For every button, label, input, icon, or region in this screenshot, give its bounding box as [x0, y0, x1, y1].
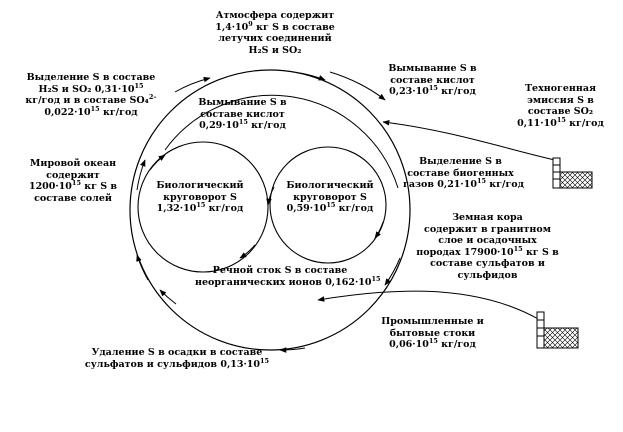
ocean-label: Мировой океан содержит $1200\cdot 10^{15}$ кг S в составе солей [28, 158, 118, 204]
river-runoff-label: Речной сток S в составе неорганических ионов $0,162\cdot 10^{15}$ [195, 265, 381, 288]
earth-crust-label: Земная кора содержит в гранитном слое и осадочных породах $17900\cdot 10^{15}$ кг S в составе сульфатов и сульфидов [416, 212, 559, 281]
emission-left-label: Выделение S в составе H₂S и SO₂ $0,31\cdot 10^{15}$ кг/год и в составе SO₄$^{2-}$ $0,022\cdot 10^{15}$ кг/год [25, 72, 157, 118]
atmosphere-label: Атмосфера содержит $1,4\cdot 10^9$ кг S в составе летучих соединений H₂S и SO₂ [215, 10, 335, 56]
rain-arrow [330, 72, 385, 100]
rain-top-right-label: Вымывание S в составе кислот $0,23\cdot 10^{15}$ кг/год [388, 63, 477, 97]
bio-right-label: Биологический круговорот S $0,59\cdot 10^{15}$ кг/год [286, 180, 374, 214]
factory-icon [553, 158, 592, 188]
bio-left-label: Биологический круговорот S $1,32\cdot 10^{15}$ кг/год [156, 180, 244, 214]
tech-emission-label: Техногенная эмиссия S в составе SO₂ $0,11\cdot 10^{15}$ кг/год [517, 83, 604, 129]
industrial-runoff-label: Промышленные и бытовые стоки $0,06\cdot 10^{15}$ кг/год [381, 316, 484, 350]
factory-icon [537, 312, 578, 348]
biogenic-gases-label: Выделение S в составе биогенных газов $0,21\cdot 10^{15}$ кг/год [403, 156, 524, 190]
rain-inner-label: Вымывание S в составе кислот $0,29\cdot 10^{15}$ кг/год [198, 97, 287, 131]
sediment-removal-label: Удаление S в осадки в составе сульфатов и сульфидов $0,13\cdot 10^{15}$ [84, 347, 270, 370]
